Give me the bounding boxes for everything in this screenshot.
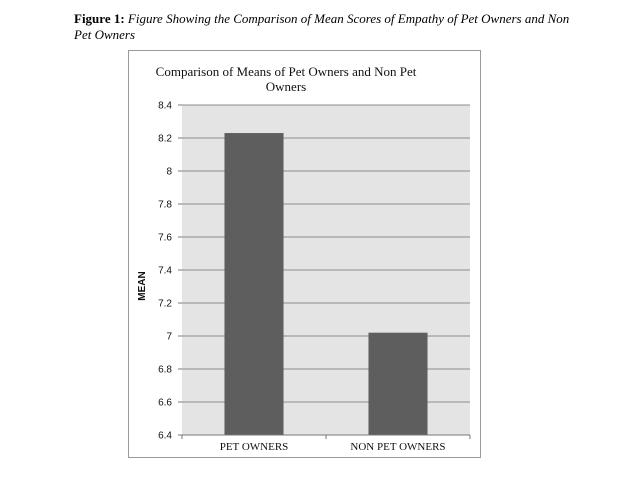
figure-caption-text: Figure Showing the Comparison of Mean Scores of Empathy of Pet Owners and Non Pet Owners — [74, 11, 570, 42]
x-tick-label: PET OWNERS — [219, 441, 289, 453]
y-tick-label: 6.8 — [158, 364, 172, 376]
y-tick-label: 7 — [166, 331, 172, 343]
y-tick-label: 8 — [166, 166, 172, 178]
y-tick-label: 6.4 — [158, 430, 172, 442]
y-tick-label: 7.4 — [158, 265, 172, 277]
figure-caption — [74, 11, 574, 43]
x-tick-labels — [182, 435, 470, 453]
figure-number: Figure 1: — [74, 11, 125, 26]
bar-chart — [129, 51, 480, 457]
bar — [224, 133, 283, 435]
y-tick-label: 7.8 — [158, 199, 172, 211]
y-tick-label: 7.2 — [158, 298, 172, 310]
chart-frame — [128, 50, 481, 458]
chart-title-line-1: Comparison of Means of Pet Owners and Non Pet — [155, 64, 417, 79]
y-axis-label: MEAN — [137, 271, 148, 301]
chart-title-line-2: Owners — [265, 79, 307, 94]
y-tick-label: 8.4 — [158, 100, 172, 112]
y-tick-label: 7.6 — [158, 232, 172, 244]
y-tick-label: 8.2 — [158, 133, 172, 145]
x-tick-label: NON PET OWNERS — [350, 441, 446, 453]
y-tick-label: 6.6 — [158, 397, 172, 409]
y-tick-labels — [158, 101, 182, 442]
bar — [368, 333, 427, 435]
